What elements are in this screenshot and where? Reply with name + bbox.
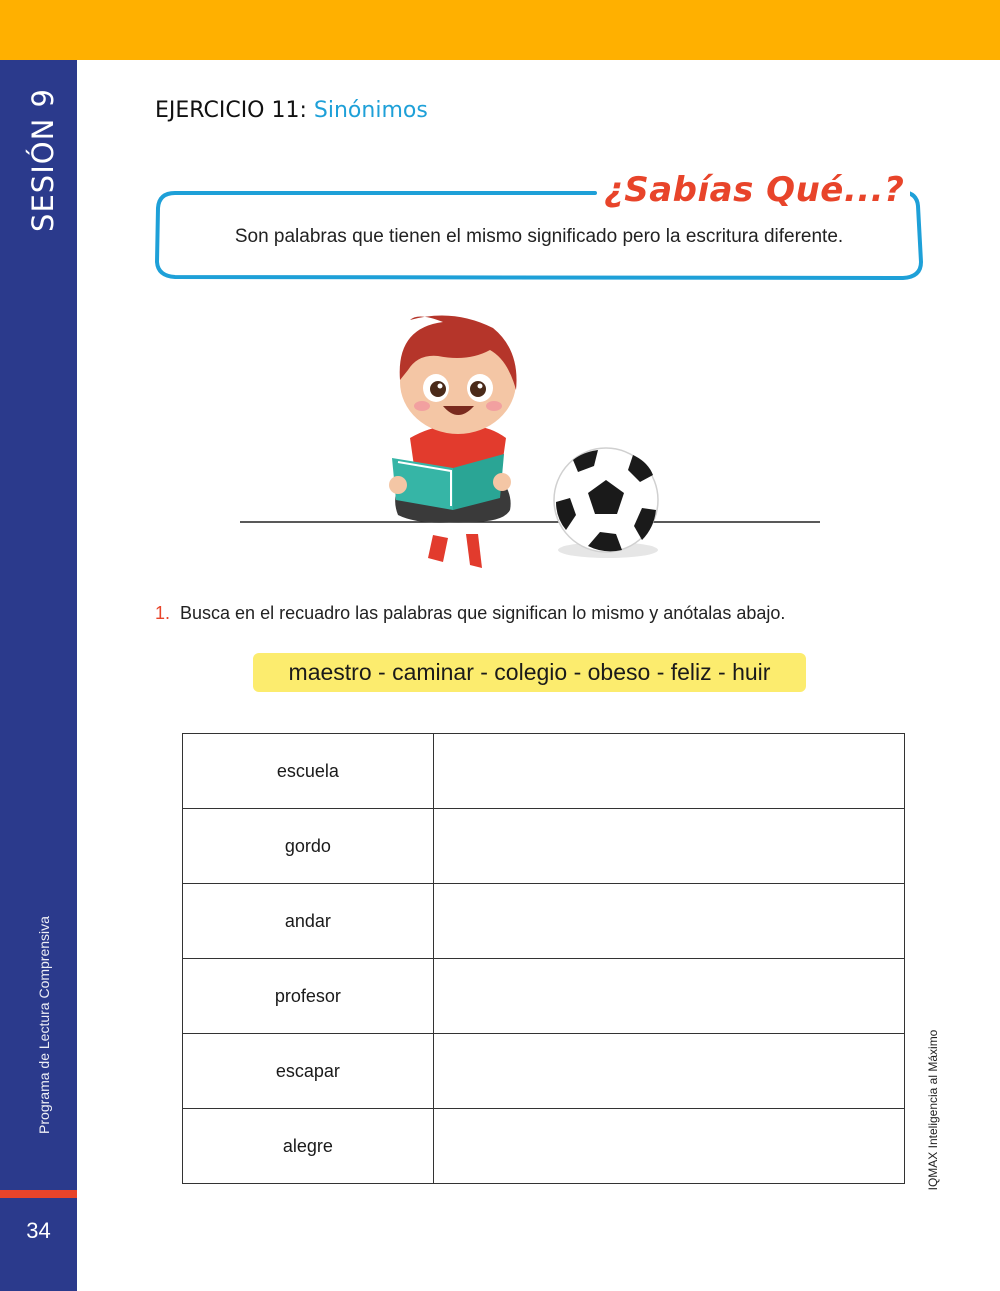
sidebar-accent-stripe — [0, 1190, 77, 1198]
program-label: Programa de Lectura Comprensiva — [36, 916, 52, 1134]
answer-cell[interactable] — [433, 734, 904, 809]
page-number: 34 — [26, 1218, 51, 1243]
instruction — [155, 603, 785, 624]
top-color-band — [0, 0, 1000, 60]
info-heading: ¿Sabías Qué...? — [598, 170, 910, 210]
instruction-number: 1. — [155, 603, 171, 623]
answer-cell[interactable] — [433, 959, 904, 1034]
table-row — [183, 1034, 905, 1109]
word-cell: profesor — [183, 959, 434, 1034]
word-bank: maestro - caminar - colegio - obeso - feliz - huir — [253, 653, 806, 692]
exercise-title — [155, 98, 428, 123]
exercise-topic: Sinónimos — [313, 98, 428, 123]
answer-cell[interactable] — [433, 884, 904, 959]
answer-cell[interactable] — [433, 1109, 904, 1184]
instruction-text: Busca en el recuadro las palabras que significan lo mismo y anótalas abajo. — [180, 603, 786, 623]
exercise-number: EJERCICIO 11: — [155, 98, 307, 123]
table-row — [183, 884, 905, 959]
word-cell: gordo — [183, 809, 434, 884]
table-row — [183, 1109, 905, 1184]
table-row — [183, 734, 905, 809]
boy-figure — [389, 316, 517, 569]
answer-cell[interactable] — [433, 1034, 904, 1109]
brand-label: IQMAX Inteligencia al Máximo — [926, 1029, 940, 1191]
session-label: SESIÓN 9 — [26, 88, 60, 232]
info-text: Son palabras que tienen el mismo significado pero la escritura diferente. — [234, 226, 844, 247]
word-cell: alegre — [183, 1109, 434, 1184]
word-cell: andar — [183, 884, 434, 959]
table-row — [183, 959, 905, 1034]
answer-cell[interactable] — [433, 809, 904, 884]
synonym-table — [182, 733, 905, 1184]
soccer-ball — [554, 448, 658, 552]
table-row — [183, 809, 905, 884]
word-cell: escapar — [183, 1034, 434, 1109]
boy-reading-illustration — [238, 310, 822, 580]
word-cell: escuela — [183, 734, 434, 809]
